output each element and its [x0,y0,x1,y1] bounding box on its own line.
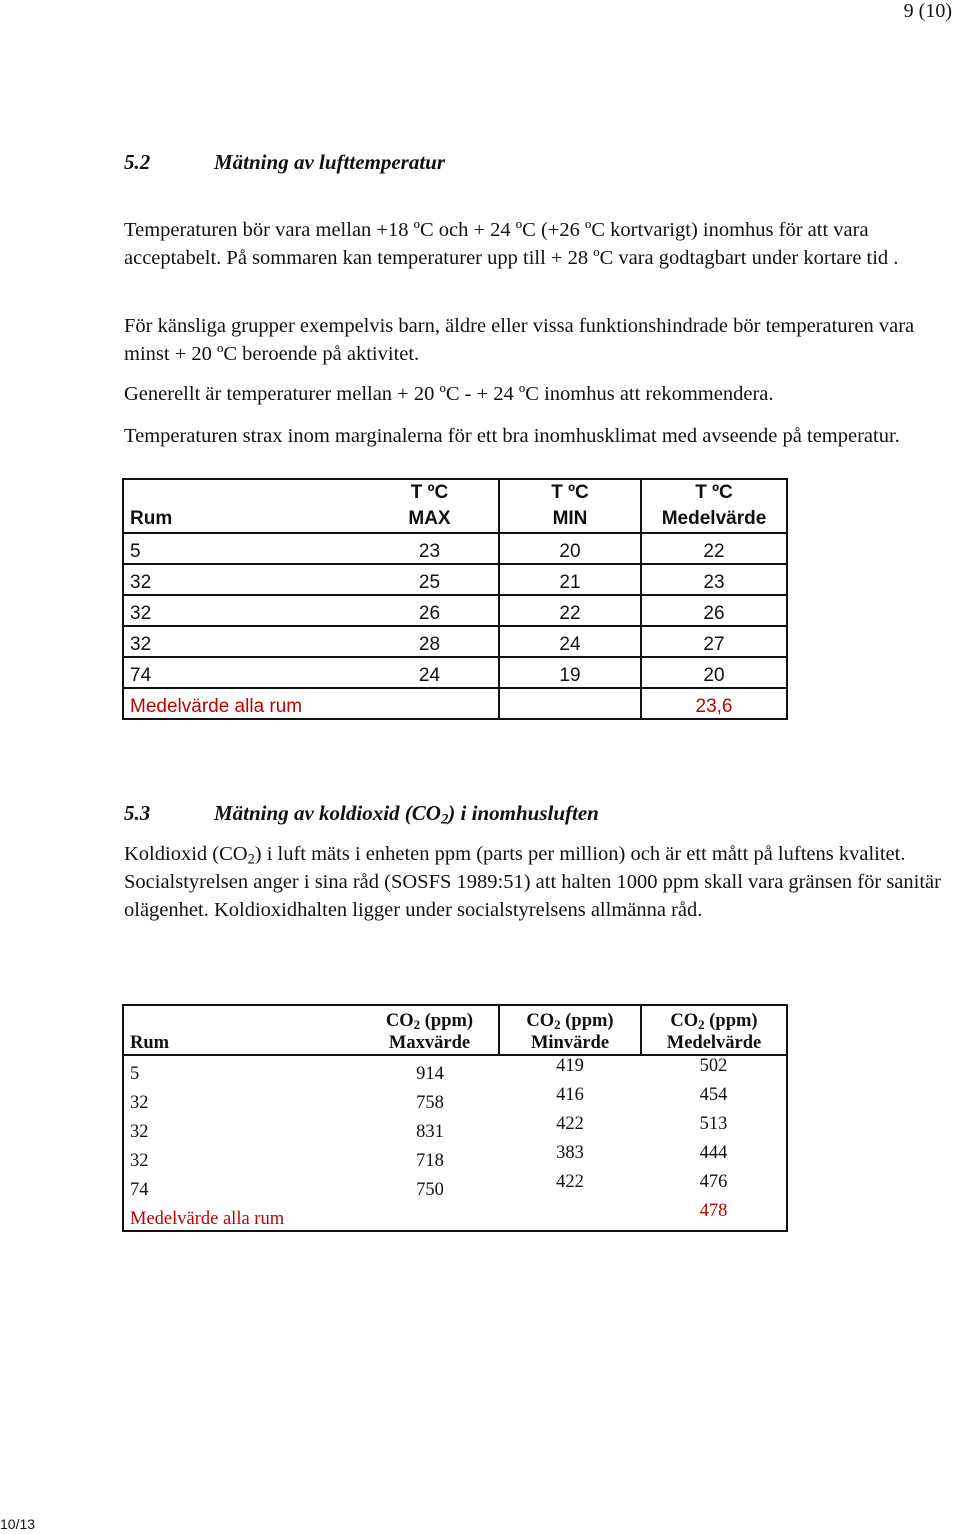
cell: 22 [641,533,787,564]
summary-label: Medelvärde alla rum [123,688,499,719]
cell: 32 [130,1122,149,1142]
summary-label: Medelvärde alla rum [130,1209,285,1229]
empty-cell [499,688,641,719]
table-row [123,533,787,564]
cell: 454 [699,1085,728,1105]
paragraph-co2: Koldioxid $(CO_2)$ i luft mäts i enheten ppm (parts per million) och är ett mått på luftens kvalitet. Socialstyrelsen anger i sina råd (SOSFS 1989:51) att halten 1000 ppm skall vara gränsen för sanitär olägenhet. Koldioxidhalten ligger under socialstyrelsens allmänna råd. [124,843,941,921]
header-cell: $CO_2$ (ppm) Maxvärde [361,1005,499,1055]
summary-value: 478 [699,1201,728,1221]
cell: 32 [123,626,361,657]
cell: 831 [416,1122,444,1142]
cell: 914 [416,1064,444,1084]
section-number: 5.3 [124,801,151,825]
table-row [123,1172,787,1201]
empty-cell [361,1201,499,1231]
table-row [123,1055,787,1085]
cell: 26 [641,595,787,626]
header-cell: T ºC Medelvärde [641,479,787,533]
table-row [123,595,787,626]
paragraph-sensitive-groups: För känsliga grupper exempelvis barn, äldre eller vissa funktionshindrade bör temperaturen vara minst + 20 ºC beroende på aktivitet. [124,315,915,365]
summary-value: 23,6 [641,688,787,719]
cell: 419 [556,1056,584,1076]
cell: 74 [123,657,361,688]
cell: 444 [699,1143,728,1163]
cell: 32 [130,1093,149,1113]
cell: 22 [499,595,641,626]
cell: 23 [641,564,787,595]
table-header-row [123,1005,787,1055]
cell: 750 [416,1180,444,1200]
cell: 422 [556,1172,584,1192]
table-row [123,1114,787,1143]
table-row [123,1085,787,1114]
cell: 28 [361,626,499,657]
table-header-row [123,479,787,533]
header-cell: $CO_2$ (ppm) Medelvärde [641,1005,787,1055]
cell: 416 [556,1085,584,1105]
table-row [123,657,787,688]
cell: 5 [123,533,361,564]
paragraph-margins: Temperaturen strax inom marginalerna för ett bra inomhusklimat med avseende på temperatur. [124,425,900,447]
summary-row [123,1201,787,1231]
paragraph-temperature-range: Temperaturen bör vara mellan +18 ºC och + 24 ºC (+26 ºC kortvarigt) inomhus för att vara acceptabelt. På sommaren kan temperaturer upp till + 28 ºC vara godtagbart under kortare tid . [124,219,899,269]
cell: 74 [130,1180,149,1200]
temperature-table [122,478,788,720]
section-5-3-heading [124,801,764,829]
cell: 24 [361,657,499,688]
section-number: 5.2 [124,150,151,174]
cell: 718 [416,1151,444,1171]
cell: 23 [361,533,499,564]
header-cell: T ºC MAX [361,479,499,533]
cell: 758 [416,1093,444,1113]
cell: 24 [499,626,641,657]
cell: 25 [361,564,499,595]
cell: 32 [130,1151,149,1171]
cell: 383 [556,1143,584,1163]
paragraph-recommendation: Generellt är temperaturer mellan + 20 ºC - + 24 ºC inomhus att rekommendera. [124,383,774,405]
cell: 32 [123,595,361,626]
cell: 27 [641,626,787,657]
header-cell: T ºC MIN [499,479,641,533]
cell: 5 [130,1064,140,1084]
header-cell: Rum [123,479,361,533]
header-cell: $CO_2$ (ppm) Minvärde [499,1005,641,1055]
footer-page-number: 10/13 [0,1516,36,1532]
cell: 20 [499,533,641,564]
cell: 476 [699,1172,728,1192]
cell: 32 [123,564,361,595]
cell: 422 [556,1114,584,1134]
cell: 19 [499,657,641,688]
table-row [123,626,787,657]
cell: 513 [699,1114,728,1134]
section-5-2-heading [124,150,724,178]
empty-cell [499,1201,641,1231]
section-title: Mätning av lufttemperatur [214,150,446,174]
section-title: Mätning av koldioxid $(CO_2)$ i inomhusluften [214,801,599,828]
cell: 502 [699,1056,728,1076]
co2-table [122,1004,788,1232]
table-row [123,1143,787,1172]
summary-row [123,688,787,719]
cell: 21 [499,564,641,595]
table-row [123,564,787,595]
header-cell: Rum [123,1005,361,1055]
page-number: 9 (10) [903,0,952,22]
cell: 20 [641,657,787,688]
cell: 26 [361,595,499,626]
